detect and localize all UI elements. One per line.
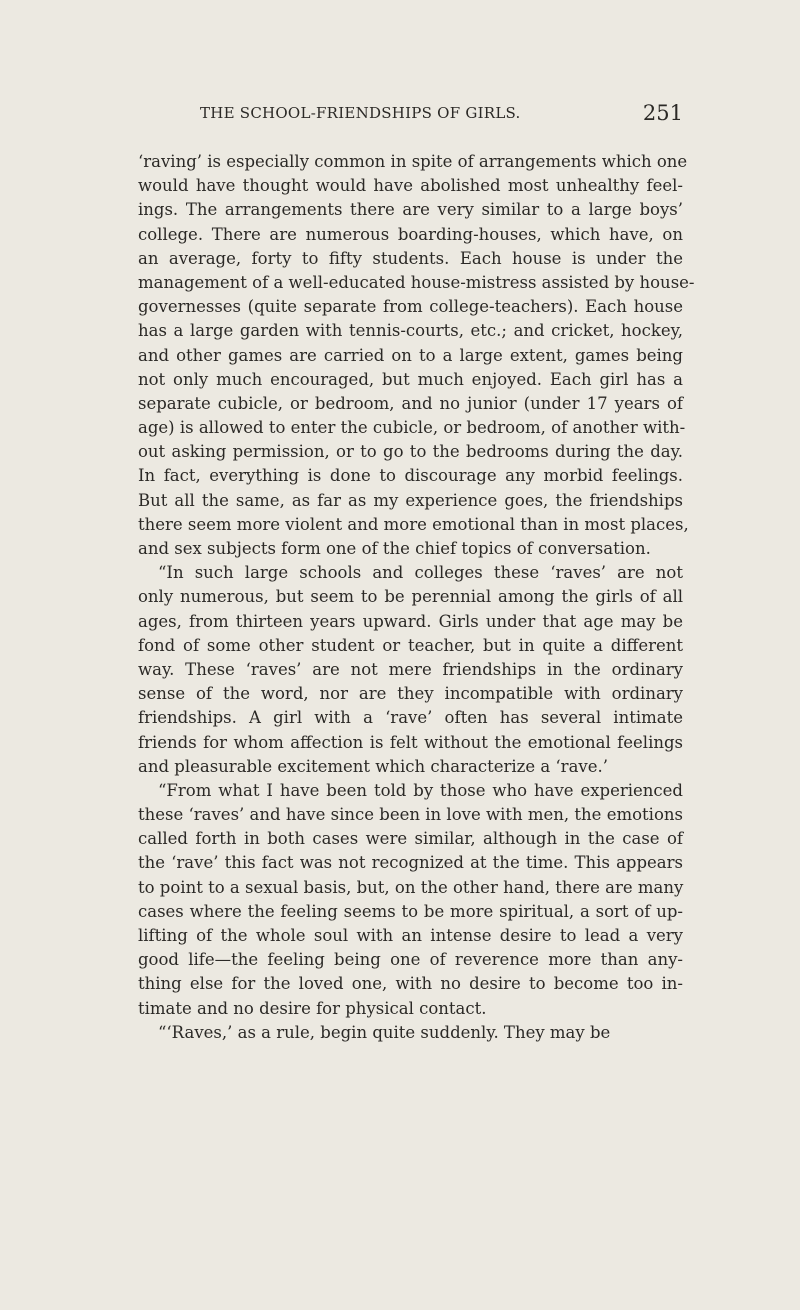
text-line: to point to a sexual basis, but, on the other hand, there are many bbox=[138, 877, 684, 897]
text-line: ages, from thirteen years upward. Girls under that age may be bbox=[138, 611, 683, 631]
text-line: good life—the feeling being one of reverence more than any- bbox=[138, 950, 683, 970]
text-line: would have thought would have abolished most unhealthy feel- bbox=[138, 176, 683, 196]
text-line: lifting of the whole soul with an intense desire to lead a very bbox=[138, 926, 683, 945]
running-title: THE SCHOOL-FRIENDSHIPS OF GIRLS. bbox=[200, 104, 521, 122]
text-line: called forth in both cases were similar, although in the case of bbox=[138, 829, 683, 849]
text-line: friends for whom affection is felt without the emotional feelings bbox=[138, 732, 683, 752]
text-line: management of a well-educated house-mistress assisted by house- bbox=[138, 272, 695, 292]
text-line: and pleasurable excitement which characterize a ‘rave.’ bbox=[138, 756, 608, 776]
text-line: age) is allowed to enter the cubicle, or bedroom, of another with- bbox=[138, 418, 686, 438]
text-line: and other games are carried on to a large extent, games being bbox=[138, 345, 683, 365]
text-line: sense of the word, nor are they incompatible with ordinary bbox=[138, 684, 683, 704]
text-line: “From what I have been told by those who have experienced bbox=[158, 780, 683, 800]
text-line: only numerous, but seem to be perennial among the girls of all bbox=[138, 587, 683, 607]
paragraph bbox=[138, 150, 695, 561]
body-text bbox=[138, 150, 695, 1045]
text-line: governesses (quite separate from college-teachers). Each house bbox=[138, 297, 683, 317]
text-line: out asking permission, or to go to the bedrooms during the day. bbox=[138, 442, 683, 462]
text-line: ‘raving’ is especially common in spite of arrangements which one bbox=[138, 152, 688, 171]
text-line: “‘Raves,’ as a rule, begin quite suddenly. They may be bbox=[158, 1022, 611, 1042]
text-line: In fact, everything is done to discourage any morbid feelings. bbox=[138, 466, 683, 486]
text-line: cases where the feeling seems to be more spiritual, a sort of up- bbox=[138, 901, 683, 921]
text-line: friendships. A girl with a ‘rave’ often has several intimate bbox=[138, 708, 683, 728]
text-line: timate and no desire for physical contact. bbox=[138, 998, 487, 1018]
text-line: college. There are numerous boarding-houses, which have, on bbox=[138, 224, 683, 244]
page-number: 251 bbox=[642, 101, 683, 125]
page-header bbox=[138, 102, 683, 130]
text-line: fond of some other student or teacher, but in quite a different bbox=[138, 635, 683, 655]
text-line: an average, forty to fifty students. Each house is under the bbox=[138, 248, 683, 268]
paragraph bbox=[138, 779, 683, 1021]
text-line: these ‘raves’ and have since been in love with men, the emotions bbox=[138, 805, 683, 825]
text-line: there seem more violent and more emotional than in most places, bbox=[138, 514, 689, 534]
paragraph bbox=[138, 561, 683, 779]
text-line: way. These ‘raves’ are not mere friendships in the ordinary bbox=[138, 659, 683, 679]
text-line: But all the same, as far as my experience goes, the friendships bbox=[138, 490, 683, 510]
text-line: ings. The arrangements there are very similar to a large boys’ bbox=[138, 200, 683, 220]
text-line: the ‘rave’ this fact was not recognized at the time. This appears bbox=[138, 853, 683, 873]
text-line: and sex subjects form one of the chief topics of conversation. bbox=[138, 539, 651, 558]
text-line: separate cubicle, or bedroom, and no junior (under 17 years of bbox=[138, 393, 683, 413]
paragraph bbox=[138, 1021, 683, 1045]
text-line: not only much encouraged, but much enjoyed. Each girl has a bbox=[138, 369, 683, 389]
text-line: thing else for the loved one, with no desire to become too in- bbox=[138, 974, 683, 994]
text-line: “In such large schools and colleges these ‘raves’ are not bbox=[158, 563, 683, 583]
text-line: has a large garden with tennis-courts, etc.; and cricket, hockey, bbox=[138, 321, 683, 341]
